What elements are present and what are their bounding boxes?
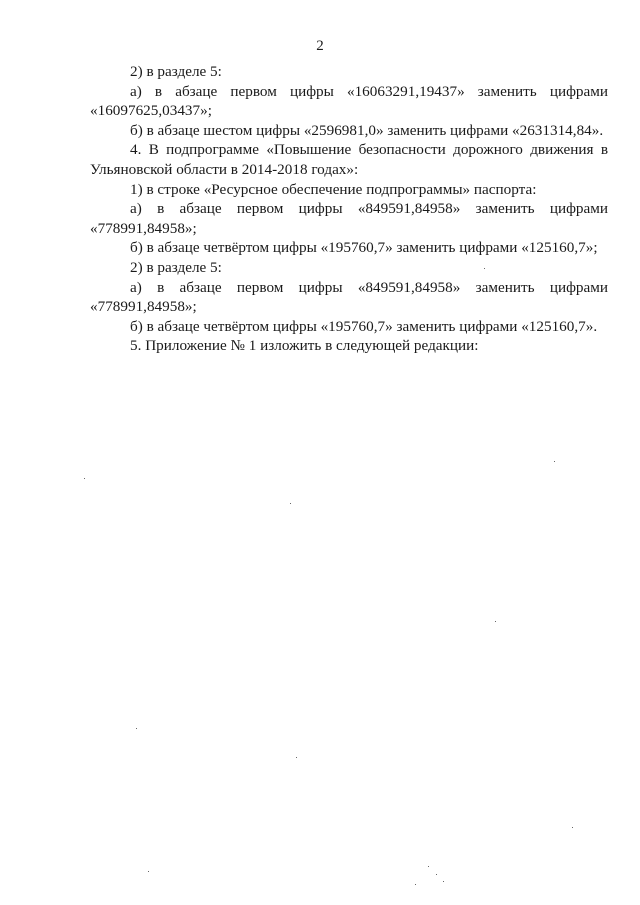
scan-speck xyxy=(84,478,85,479)
scan-speck xyxy=(554,461,555,462)
scan-speck xyxy=(428,866,429,867)
scan-speck xyxy=(136,728,137,729)
scan-speck xyxy=(290,503,291,504)
paragraph-passport-fourth-abzac: б) в абзаце четвёртом цифры «195760,7» заменить цифрами «125160,7»; xyxy=(130,239,598,257)
document-body xyxy=(90,62,608,356)
paragraph-section5-heading-2: 2) в разделе 5: xyxy=(130,258,222,276)
paragraph-appendix-1: 5. Приложение № 1 изложить в следующей редакции: xyxy=(130,337,479,355)
paragraph-section5-first-abzac: а) в абзаце первом цифры «849591,84958» заменить цифрами «778991,84958»; xyxy=(90,278,608,316)
scan-speck xyxy=(443,881,444,882)
paragraph-resource-line: 1) в строке «Ресурсное обеспечение подпрограммы» паспорта: xyxy=(130,180,537,198)
paragraph-section5-heading: 2) в разделе 5: xyxy=(130,63,222,80)
paragraph-subprogram-road-safety: 4. В подпрограмме «Повышение безопасности дорожного движения в Ульяновской области в 2014-2018 годах»: xyxy=(90,141,608,178)
scan-speck xyxy=(572,827,573,828)
page-number: 2 xyxy=(316,38,324,54)
scan-speck xyxy=(495,621,496,622)
scan-speck xyxy=(436,874,437,875)
scan-speck xyxy=(148,871,149,872)
paragraph-sixth-abzac-replace: б) в абзаце шестом цифры «2596981,0» заменить цифрами «2631314,84». xyxy=(130,121,604,139)
paragraph-first-abzac-replace: а) в абзаце первом цифры «16063291,19437» заменить цифрами «16097625,03437»; xyxy=(90,82,608,120)
scan-speck xyxy=(415,884,416,885)
scan-speck xyxy=(296,757,297,758)
paragraph-section5-fourth-abzac: б) в абзаце четвёртом цифры «195760,7» заменить цифрами «125160,7». xyxy=(130,317,598,335)
paragraph-passport-first-abzac: а) в абзаце первом цифры «849591,84958» заменить цифрами «778991,84958»; xyxy=(90,200,608,237)
